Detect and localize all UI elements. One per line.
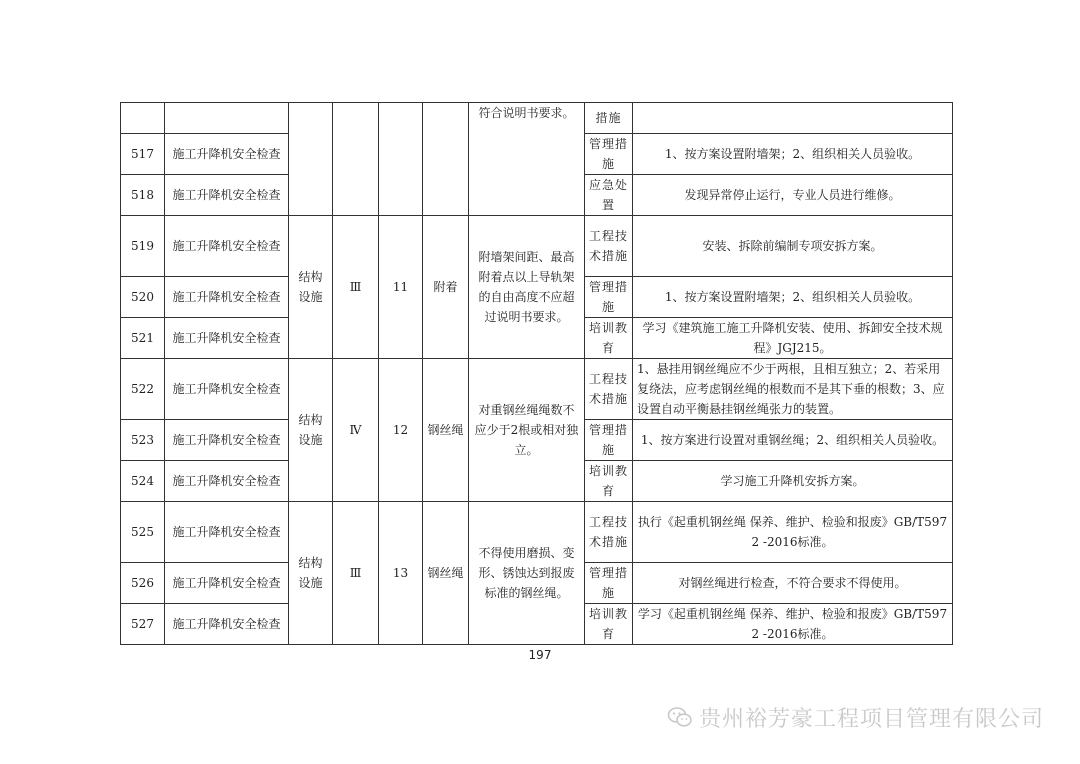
row-number: 521 <box>121 318 165 359</box>
measure-text: 安装、拆除前编制专项安拆方案。 <box>633 216 953 277</box>
measure-type: 工程技术措施 <box>585 359 633 420</box>
check-item: 施工升降机安全检查 <box>165 359 289 420</box>
hazard-description: 对重钢丝绳绳数不应少于2根或相对独立。 <box>469 359 585 502</box>
risk-level: Ⅲ <box>333 216 379 359</box>
hazard-category: 结构设施 <box>289 216 333 359</box>
hazard-part: 钢丝绳 <box>423 359 469 502</box>
risk-level: Ⅳ <box>333 359 379 502</box>
row-number: 523 <box>121 420 165 461</box>
hazard-code <box>379 103 423 216</box>
measure-text: 学习施工升降机安拆方案。 <box>633 461 953 502</box>
measure-text: 1、按方案设置附墙架；2、组织相关人员验收。 <box>633 277 953 318</box>
hazard-part: 附着 <box>423 216 469 359</box>
table-row <box>121 103 953 134</box>
measure-type: 工程技术措施 <box>585 216 633 277</box>
wechat-icon <box>667 706 693 728</box>
row-number: 519 <box>121 216 165 277</box>
watermark-text: 贵州裕芳豪工程项目管理有限公司 <box>698 706 1044 732</box>
check-item: 施工升降机安全检查 <box>165 604 289 645</box>
measure-type: 措施 <box>585 103 633 134</box>
hazard-category: 结构设施 <box>289 359 333 502</box>
measure-text: 1、按方案进行设置对重钢丝绳；2、组织相关人员验收。 <box>633 420 953 461</box>
measure-type: 管理措施 <box>585 134 633 175</box>
measure-type: 培训教育 <box>585 604 633 645</box>
measure-type: 管理措施 <box>585 277 633 318</box>
row-number: 517 <box>121 134 165 175</box>
measure-text: 对钢丝绳进行检查，不符合要求不得使用。 <box>633 563 953 604</box>
risk-control-table <box>120 102 953 645</box>
measure-type: 管理措施 <box>585 563 633 604</box>
hazard-part <box>423 103 469 216</box>
watermark <box>667 700 1044 734</box>
measure-text: 执行《起重机钢丝绳 保养、维护、检验和报废》GB/T5972 -2016标准。 <box>633 502 953 563</box>
measure-type: 管理措施 <box>585 420 633 461</box>
measure-text <box>633 103 953 134</box>
table-row <box>121 502 953 563</box>
measure-text: 1、悬挂用钢丝绳应不少于两根，且相互独立；2、若采用复绕法，应考虑钢丝绳的根数而不是其下垂的根数；3、应设置自动平衡悬挂钢丝绳张力的装置。 <box>633 359 953 420</box>
row-number: 527 <box>121 604 165 645</box>
check-item: 施工升降机安全检查 <box>165 134 289 175</box>
row-number: 520 <box>121 277 165 318</box>
check-item: 施工升降机安全检查 <box>165 420 289 461</box>
hazard-code: 11 <box>379 216 423 359</box>
page-number: 197 <box>528 648 552 662</box>
risk-level: Ⅲ <box>333 502 379 645</box>
row-number: 518 <box>121 175 165 216</box>
measure-type: 培训教育 <box>585 461 633 502</box>
check-item: 施工升降机安全检查 <box>165 277 289 318</box>
check-item: 施工升降机安全检查 <box>165 175 289 216</box>
table-row <box>121 216 953 277</box>
hazard-code: 13 <box>379 502 423 645</box>
measure-text: 发现异常停止运行，专业人员进行维修。 <box>633 175 953 216</box>
row-number: 522 <box>121 359 165 420</box>
measure-type: 应急处置 <box>585 175 633 216</box>
measure-text: 1、按方案设置附墙架；2、组织相关人员验收。 <box>633 134 953 175</box>
check-item: 施工升降机安全检查 <box>165 318 289 359</box>
check-item: 施工升降机安全检查 <box>165 216 289 277</box>
hazard-description: 不得使用磨损、变形、锈蚀达到报废标准的钢丝绳。 <box>469 502 585 645</box>
measure-type: 培训教育 <box>585 318 633 359</box>
check-item: 施工升降机安全检查 <box>165 563 289 604</box>
hazard-category: 结构设施 <box>289 502 333 645</box>
risk-level <box>333 103 379 216</box>
hazard-category <box>289 103 333 216</box>
measure-text: 学习《建筑施工施工升降机安装、使用、拆卸安全技术规程》JGJ215。 <box>633 318 953 359</box>
row-number: 526 <box>121 563 165 604</box>
hazard-description: 附墙架间距、最高附着点以上导轨架的自由高度不应超过说明书要求。 <box>469 216 585 359</box>
measure-text: 学习《起重机钢丝绳 保养、维护、检验和报废》GB/T5972 -2016标准。 <box>633 604 953 645</box>
row-number <box>121 103 165 134</box>
hazard-code: 12 <box>379 359 423 502</box>
check-item: 施工升降机安全检查 <box>165 461 289 502</box>
row-number: 524 <box>121 461 165 502</box>
measure-type: 工程技术措施 <box>585 502 633 563</box>
hazard-part: 钢丝绳 <box>423 502 469 645</box>
check-item: 施工升降机安全检查 <box>165 502 289 563</box>
check-item <box>165 103 289 134</box>
hazard-description: 符合说明书要求。 <box>469 103 585 216</box>
row-number: 525 <box>121 502 165 563</box>
table-row <box>121 359 953 420</box>
